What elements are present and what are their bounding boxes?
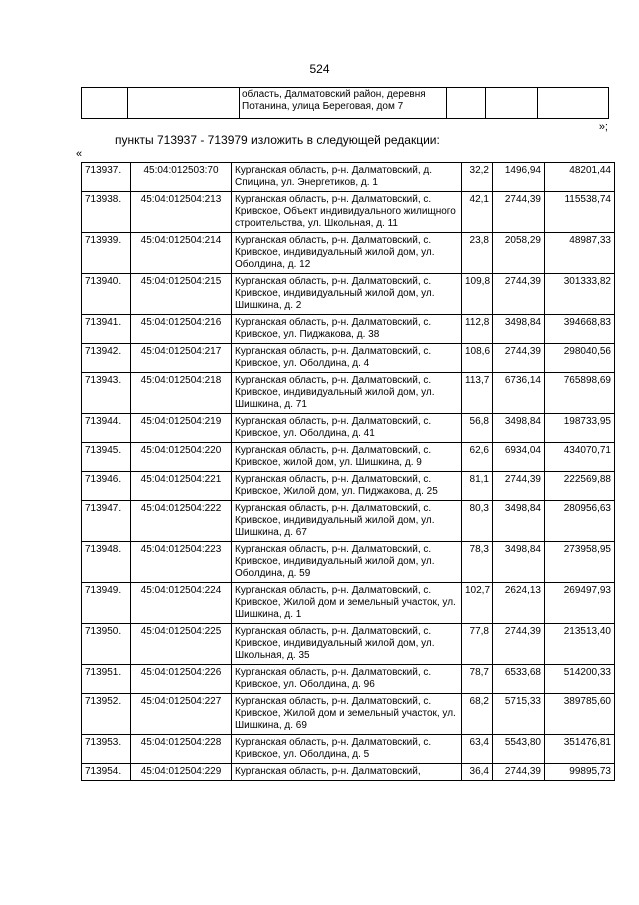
table-row (82, 542, 615, 583)
cell-cadastral-value: 298040,56 (545, 344, 615, 373)
cell-cadastral-number: 45:04:012504:224 (131, 583, 232, 624)
cell-unit-price: 6736,14 (493, 373, 545, 414)
cell-address: Курганская область, р-н. Далматовский, с. Кривское, Объект индивидуального жилищного строительства, ул. Школьная, д. 11 (232, 192, 462, 233)
table-row (82, 665, 615, 694)
cell-unit-price: 6533,68 (493, 665, 545, 694)
cell-cadastral-value: 115538,74 (545, 192, 615, 233)
amendment-instruction: пункты 713937 - 713979 изложить в следующей редакции: (115, 133, 440, 147)
cell-number: 713945. (82, 443, 131, 472)
cell-address: Курганская область, р-н. Далматовский, с. Кривское, индивидуальный жилой дом, ул. Оболдина, д. 12 (232, 233, 462, 274)
cell-unit-price: 3498,84 (493, 315, 545, 344)
cell-cadastral-value: 222569,88 (545, 472, 615, 501)
table-row (82, 583, 615, 624)
cell-empty (128, 88, 240, 119)
table-row (82, 88, 609, 119)
cell-cadastral-number: 45:04:012504:225 (131, 624, 232, 665)
cell-address: Курганская область, р-н. Далматовский, (232, 764, 462, 781)
cell-number: 713949. (82, 583, 131, 624)
cell-address: Курганская область, р-н. Далматовский, с. Кривское, Жилой дом, ул. Пиджакова, д. 25 (232, 472, 462, 501)
cell-cadastral-value: 389785,60 (545, 694, 615, 735)
cell-cadastral-number: 45:04:012504:229 (131, 764, 232, 781)
cell-address: Курганская область, р-н. Далматовский, с. Кривское, индивидуальный жилой дом, ул. Шишкина, д. 2 (232, 274, 462, 315)
cell-area: 78,7 (462, 665, 493, 694)
table-row (82, 344, 615, 373)
table-row (82, 501, 615, 542)
cell-number: 713939. (82, 233, 131, 274)
cell-cadastral-number: 45:04:012504:223 (131, 542, 232, 583)
cell-area: 112,8 (462, 315, 493, 344)
cell-empty (82, 88, 128, 119)
cell-cadastral-value: 269497,93 (545, 583, 615, 624)
cell-cadastral-number: 45:04:012503:70 (131, 163, 232, 192)
cell-number: 713948. (82, 542, 131, 583)
cell-address: Курганская область, р-н. Далматовский, с. Кривское, Жилой дом и земельный участок, ул. Шишкина, д. 69 (232, 694, 462, 735)
table-row (82, 624, 615, 665)
cell-number: 713943. (82, 373, 131, 414)
cell-number: 713953. (82, 735, 131, 764)
cell-cadastral-value: 280956,63 (545, 501, 615, 542)
cell-cadastral-number: 45:04:012504:214 (131, 233, 232, 274)
cell-address: Курганская область, р-н. Далматовский, с. Кривское, индивидуальный жилой дом, ул. Школьная, д. 35 (232, 624, 462, 665)
opening-quote: « (76, 148, 83, 160)
cell-unit-price: 5543,80 (493, 735, 545, 764)
cell-cadastral-value: 99895,73 (545, 764, 615, 781)
cell-number: 713952. (82, 694, 131, 735)
cell-cadastral-number: 45:04:012504:220 (131, 443, 232, 472)
cell-cadastral-value: 273958,95 (545, 542, 615, 583)
cell-address: область, Далматовский район, деревня Потанина, улица Береговая, дом 7 (240, 88, 447, 119)
cell-cadastral-value: 394668,83 (545, 315, 615, 344)
cell-unit-price: 3498,84 (493, 501, 545, 542)
cell-cadastral-number: 45:04:012504:217 (131, 344, 232, 373)
cell-number: 713944. (82, 414, 131, 443)
cell-area: 113,7 (462, 373, 493, 414)
cell-number: 713941. (82, 315, 131, 344)
cell-area: 78,3 (462, 542, 493, 583)
cell-address: Курганская область, р-н. Далматовский, с. Кривское, Жилой дом и земельный участок, ул. Шишкина, д. 1 (232, 583, 462, 624)
cell-area: 68,2 (462, 694, 493, 735)
table-row (82, 414, 615, 443)
cell-area: 42,1 (462, 192, 493, 233)
cell-area: 62,6 (462, 443, 493, 472)
cell-cadastral-value: 213513,40 (545, 624, 615, 665)
cell-area: 77,8 (462, 624, 493, 665)
cell-area: 56,8 (462, 414, 493, 443)
table-row (82, 764, 615, 781)
cell-area: 109,8 (462, 274, 493, 315)
cell-area: 108,6 (462, 344, 493, 373)
cell-cadastral-value: 48201,44 (545, 163, 615, 192)
cell-cadastral-value: 198733,95 (545, 414, 615, 443)
cell-address: Курганская область, р-н. Далматовский, с. Кривское, индивидуальный жилой дом, ул. Шишкина, д. 67 (232, 501, 462, 542)
cell-address: Курганская область, р-н. Далматовский, с. Кривское, ул. Оболдина, д. 5 (232, 735, 462, 764)
cell-empty (486, 88, 538, 119)
cell-address: Курганская область, р-н. Далматовский, с. Кривское, ул. Оболдина, д. 96 (232, 665, 462, 694)
cell-address: Курганская область, р-н. Далматовский, д. Спицина, ул. Энергетиков, д. 1 (232, 163, 462, 192)
cell-number: 713947. (82, 501, 131, 542)
cell-area: 80,3 (462, 501, 493, 542)
cell-unit-price: 6934,04 (493, 443, 545, 472)
cell-area: 23,8 (462, 233, 493, 274)
cell-cadastral-value: 514200,33 (545, 665, 615, 694)
cell-number: 713951. (82, 665, 131, 694)
cell-number: 713942. (82, 344, 131, 373)
closing-quote: »; (598, 121, 608, 133)
table-row (82, 373, 615, 414)
cell-address: Курганская область, р-н. Далматовский, с. Кривское, жилой дом, ул. Шишкина, д. 9 (232, 443, 462, 472)
cell-address: Курганская область, р-н. Далматовский, с. Кривское, индивидуальный жилой дом, ул. Шишкина, д. 71 (232, 373, 462, 414)
cell-cadastral-number: 45:04:012504:226 (131, 665, 232, 694)
cell-empty (447, 88, 486, 119)
cell-unit-price: 1496,94 (493, 163, 545, 192)
table-row (82, 315, 615, 344)
cell-area: 102,7 (462, 583, 493, 624)
cell-cadastral-number: 45:04:012504:213 (131, 192, 232, 233)
cell-unit-price: 2744,39 (493, 344, 545, 373)
property-table-body (82, 163, 615, 781)
cell-address: Курганская область, р-н. Далматовский, с. Кривское, ул. Оболдина, д. 41 (232, 414, 462, 443)
cell-unit-price: 2744,39 (493, 624, 545, 665)
table-row (82, 274, 615, 315)
cell-unit-price: 2744,39 (493, 472, 545, 501)
table-row (82, 443, 615, 472)
cell-cadastral-value: 301333,82 (545, 274, 615, 315)
cell-unit-price: 2744,39 (493, 192, 545, 233)
table-row (82, 192, 615, 233)
cell-unit-price: 3498,84 (493, 542, 545, 583)
cell-number: 713938. (82, 192, 131, 233)
cell-cadastral-number: 45:04:012504:221 (131, 472, 232, 501)
cell-cadastral-value: 434070,71 (545, 443, 615, 472)
cell-area: 32,2 (462, 163, 493, 192)
table-row (82, 735, 615, 764)
cell-unit-price: 5715,33 (493, 694, 545, 735)
cell-cadastral-value: 351476,81 (545, 735, 615, 764)
cell-cadastral-number: 45:04:012504:222 (131, 501, 232, 542)
cell-address: Курганская область, р-н. Далматовский, с. Кривское, ул. Пиджакова, д. 38 (232, 315, 462, 344)
cell-address: Курганская область, р-н. Далматовский, с. Кривское, ул. Оболдина, д. 4 (232, 344, 462, 373)
cell-unit-price: 2058,29 (493, 233, 545, 274)
cell-number: 713954. (82, 764, 131, 781)
cell-cadastral-value: 765898,69 (545, 373, 615, 414)
cell-area: 81,1 (462, 472, 493, 501)
cell-number: 713950. (82, 624, 131, 665)
cell-empty (538, 88, 609, 119)
cell-unit-price: 2744,39 (493, 274, 545, 315)
cell-address: Курганская область, р-н. Далматовский, с. Кривское, индивидуальный жилой дом, ул. Оболдина, д. 59 (232, 542, 462, 583)
table-row (82, 233, 615, 274)
table-row (82, 694, 615, 735)
cell-cadastral-number: 45:04:012504:227 (131, 694, 232, 735)
cell-cadastral-number: 45:04:012504:218 (131, 373, 232, 414)
cell-number: 713940. (82, 274, 131, 315)
cell-cadastral-value: 48987,33 (545, 233, 615, 274)
cell-unit-price: 3498,84 (493, 414, 545, 443)
cell-cadastral-number: 45:04:012504:215 (131, 274, 232, 315)
cell-area: 63,4 (462, 735, 493, 764)
property-table (81, 162, 615, 781)
cell-cadastral-number: 45:04:012504:228 (131, 735, 232, 764)
page-number: 524 (309, 62, 330, 76)
cell-area: 36,4 (462, 764, 493, 781)
cell-cadastral-number: 45:04:012504:219 (131, 414, 232, 443)
table-row (82, 163, 615, 192)
cell-unit-price: 2624,13 (493, 583, 545, 624)
cell-number: 713946. (82, 472, 131, 501)
table-row (82, 472, 615, 501)
cell-cadastral-number: 45:04:012504:216 (131, 315, 232, 344)
cell-unit-price: 2744,39 (493, 764, 545, 781)
previous-table-fragment (81, 87, 609, 119)
cell-number: 713937. (82, 163, 131, 192)
